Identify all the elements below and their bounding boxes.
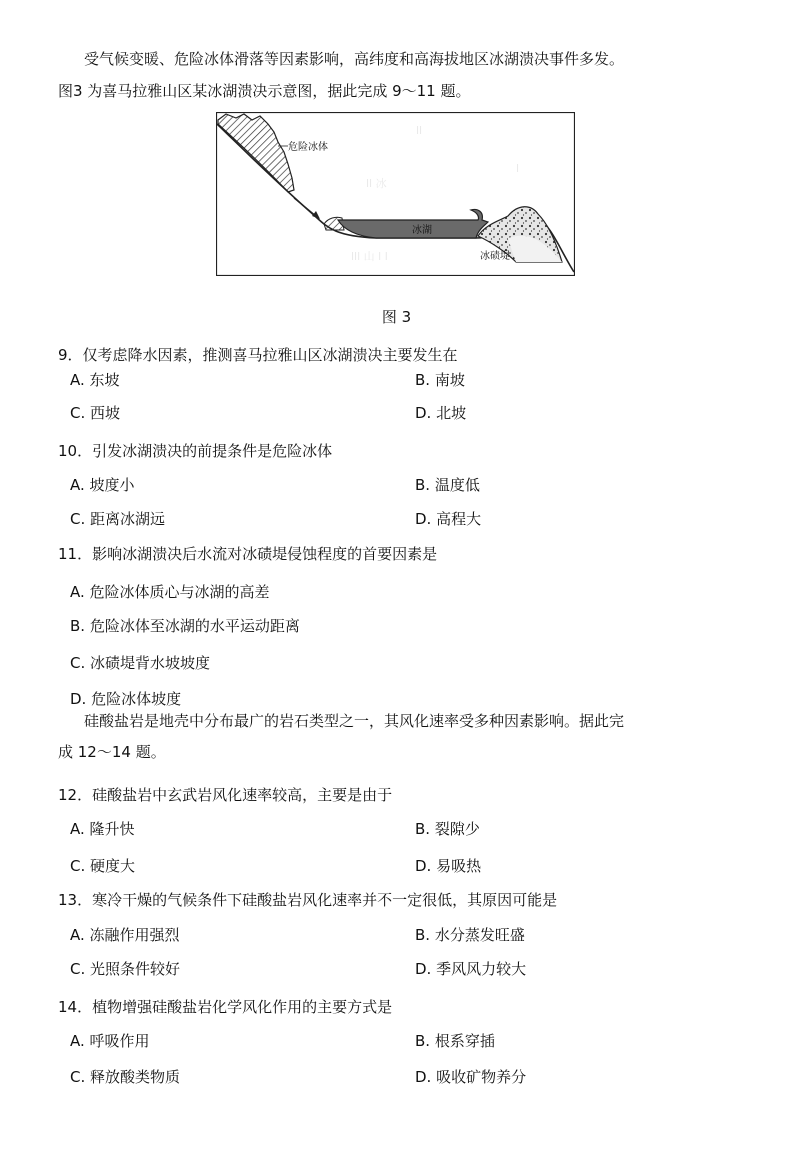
question-13-stem: 13．寒冷干燥的气候条件下硅酸盐岩风化速率并不一定很低，其原因可能是 xyxy=(58,891,558,909)
svg-text:ll 冰: ll 冰 xyxy=(366,177,387,190)
question-12-option-d: D. 易吸热 xyxy=(415,857,482,875)
question-14-option-d: D. 吸收矿物养分 xyxy=(415,1068,527,1086)
question-11-option-d: D. 危险冰体坡度 xyxy=(70,690,182,708)
question-11-option-c: C. 冰碛堤背水坡坡度 xyxy=(70,654,211,672)
question-10-option-d: D. 高程大 xyxy=(415,510,482,528)
question-10-stem: 10．引发冰湖溃决的前提条件是危险冰体 xyxy=(58,442,333,460)
question-14-option-c: C. 释放酸类物质 xyxy=(70,1068,181,1086)
question-10-option-b: B. 温度低 xyxy=(415,476,480,494)
glacial-lake-diagram xyxy=(216,112,575,276)
question-9-stem: 9．仅考虑降水因素，推测喜马拉雅山区冰湖溃决主要发生在 xyxy=(58,346,458,364)
question-14-option-b: B. 根系穿插 xyxy=(415,1032,495,1050)
figure-caption: 图 3 xyxy=(381,308,412,326)
question-11-option-a: A. 危险冰体质心与冰湖的高差 xyxy=(70,583,270,601)
question-9-option-c: C. 西坡 xyxy=(70,404,121,422)
intro2-line-2: 成 12～14 题。 xyxy=(58,743,166,761)
question-10-option-a: A. 坡度小 xyxy=(70,476,135,494)
diagram-svg xyxy=(216,112,575,276)
svg-text:lll 山 l l: lll 山 l l xyxy=(351,250,388,263)
ice-label: 危险冰体 xyxy=(288,142,328,153)
question-14-stem: 14．植物增强硅酸盐岩化学风化作用的主要方式是 xyxy=(58,998,393,1016)
question-10-option-c: C. 距离冰湖远 xyxy=(70,510,166,528)
question-11-option-b: B. 危险冰体至冰湖的水平运动距离 xyxy=(70,617,300,635)
lake-label: 冰湖 xyxy=(412,225,432,236)
moraine-label: 冰碛堤 xyxy=(480,251,510,262)
intro-line-2: 图3 为喜马拉雅山区某冰湖溃决示意图，据此完成 9～11 题。 xyxy=(58,82,471,100)
question-12-option-c: C. 硬度大 xyxy=(70,857,136,875)
question-13-option-b: B. 水分蒸发旺盛 xyxy=(415,926,525,944)
question-13-option-a: A. 冻融作用强烈 xyxy=(70,926,180,944)
question-13-option-c: C. 光照条件较好 xyxy=(70,960,181,978)
question-12-option-a: A. 隆升快 xyxy=(70,820,135,838)
svg-text:l: l xyxy=(516,162,520,175)
question-13-option-d: D. 季风风力较大 xyxy=(415,960,527,978)
question-14-option-a: A. 呼吸作用 xyxy=(70,1032,150,1050)
question-9-option-b: B. 南坡 xyxy=(415,371,465,389)
question-9-option-a: A. 东坡 xyxy=(70,371,120,389)
question-12-option-b: B. 裂隙少 xyxy=(415,820,480,838)
question-11-stem: 11．影响冰湖溃决后水流对冰碛堤侵蚀程度的首要因素是 xyxy=(58,545,438,563)
intro-line-1: 受气候变暖、危险冰体滑落等因素影响，高纬度和高海拔地区冰湖溃决事件多发。 xyxy=(84,50,625,68)
svg-text:ll: ll xyxy=(416,124,423,137)
question-9-option-d: D. 北坡 xyxy=(415,404,467,422)
intro2-line-1: 硅酸盐岩是地壳中分布最广的岩石类型之一，其风化速率受多种因素影响。据此完 xyxy=(84,712,625,730)
question-12-stem: 12．硅酸盐岩中玄武岩风化速率较高，主要是由于 xyxy=(58,786,393,804)
